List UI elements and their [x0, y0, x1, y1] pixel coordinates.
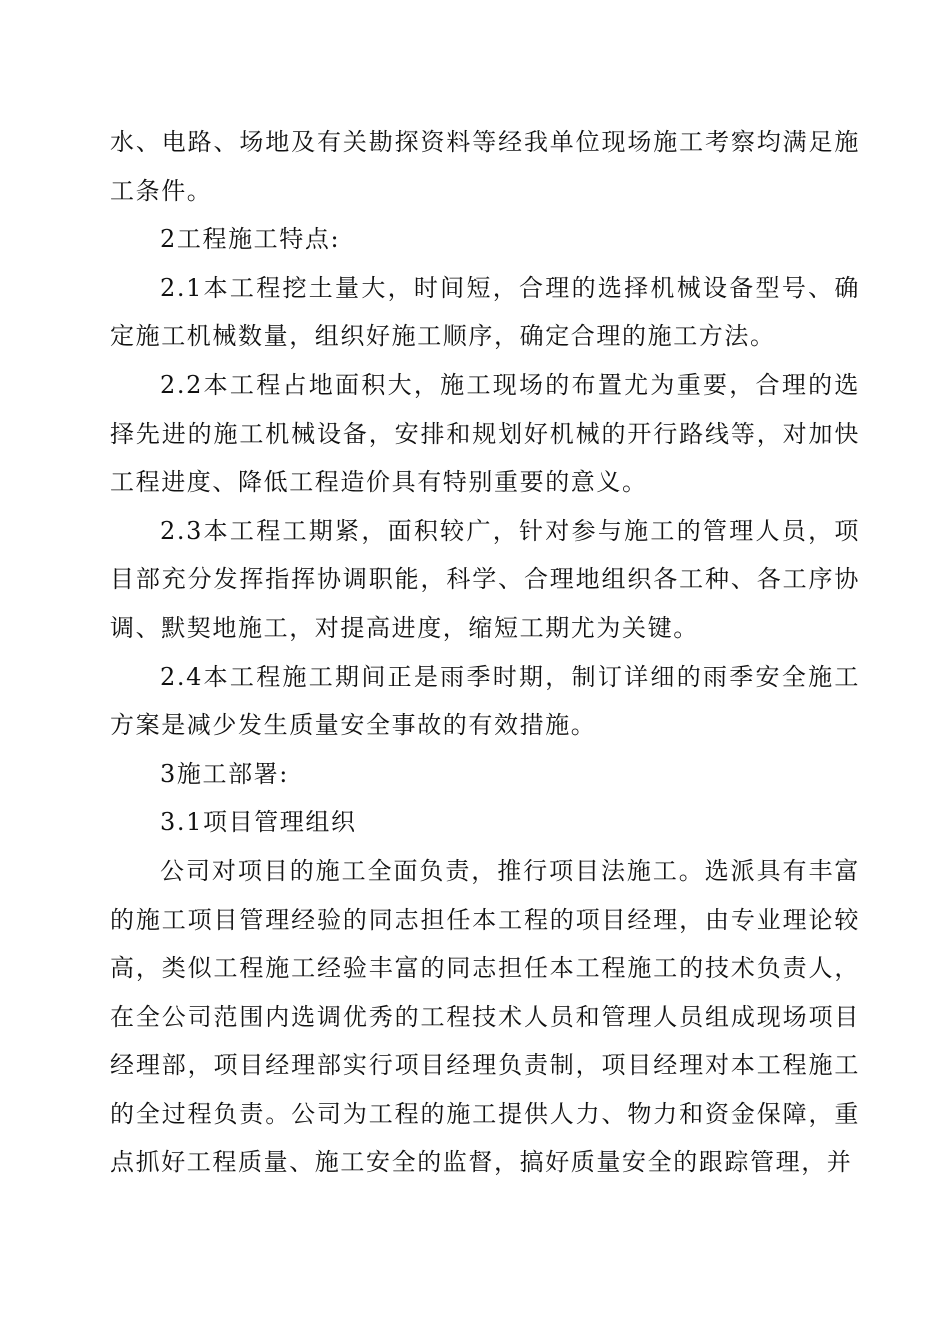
paragraph-feature-2-4: 2.4本工程施工期间正是雨季时期，制订详细的雨季安全施工方案是减少发生质量安全事故的有效措施。: [110, 662, 860, 740]
document-body: [110, 118, 860, 1187]
heading-construction-features: 2工程施工特点:: [160, 225, 341, 254]
heading-construction-deployment: 3施工部署:: [160, 759, 289, 788]
heading-project-management-organization: 3.1项目管理组织: [160, 808, 357, 837]
paragraph-feature-2-3: 2.3本工程工期紧，面积较广，针对参与施工的管理人员，项目部充分发挥指挥协调职能，科学、合理地组织各工种、各工序协调、默契地施工，对提高进度，缩短工期尤为关键。: [110, 516, 860, 642]
paragraph-management-organization: 公司对项目的施工全面负责，推行项目法施工。选派具有丰富的施工项目管理经验的同志担任本工程的项目经理，由专业理论较高，类似工程施工经验丰富的同志担任本工程施工的技术负责人，在全公司范围内选调优秀的工程技术人员和管理人员组成现场项目经理部，项目经理部实行项目经理负责制，项目经理对本工程施工的全过程负责。公司为工程的施工提供人力、物力和资金保障，重点抓好工程质量、施工安全的监督，搞好质量安全的跟踪管理，并: [110, 856, 860, 1177]
paragraph-feature-2-2: 2.2本工程占地面积大，施工现场的布置尤为重要，合理的选择先进的施工机械设备，安排和规划好机械的开行路线等，对加快工程进度、降低工程造价具有特别重要的意义。: [110, 370, 860, 497]
paragraph-site-conditions: 水、电路、场地及有关勘探资料等经我单位现场施工考察均满足施工条件。: [110, 128, 860, 205]
paragraph-feature-2-1: 2.1本工程挖土量大，时间短，合理的选择机械设备型号、确定施工机械数量，组织好施工顺序，确定合理的施工方法。: [110, 273, 860, 351]
